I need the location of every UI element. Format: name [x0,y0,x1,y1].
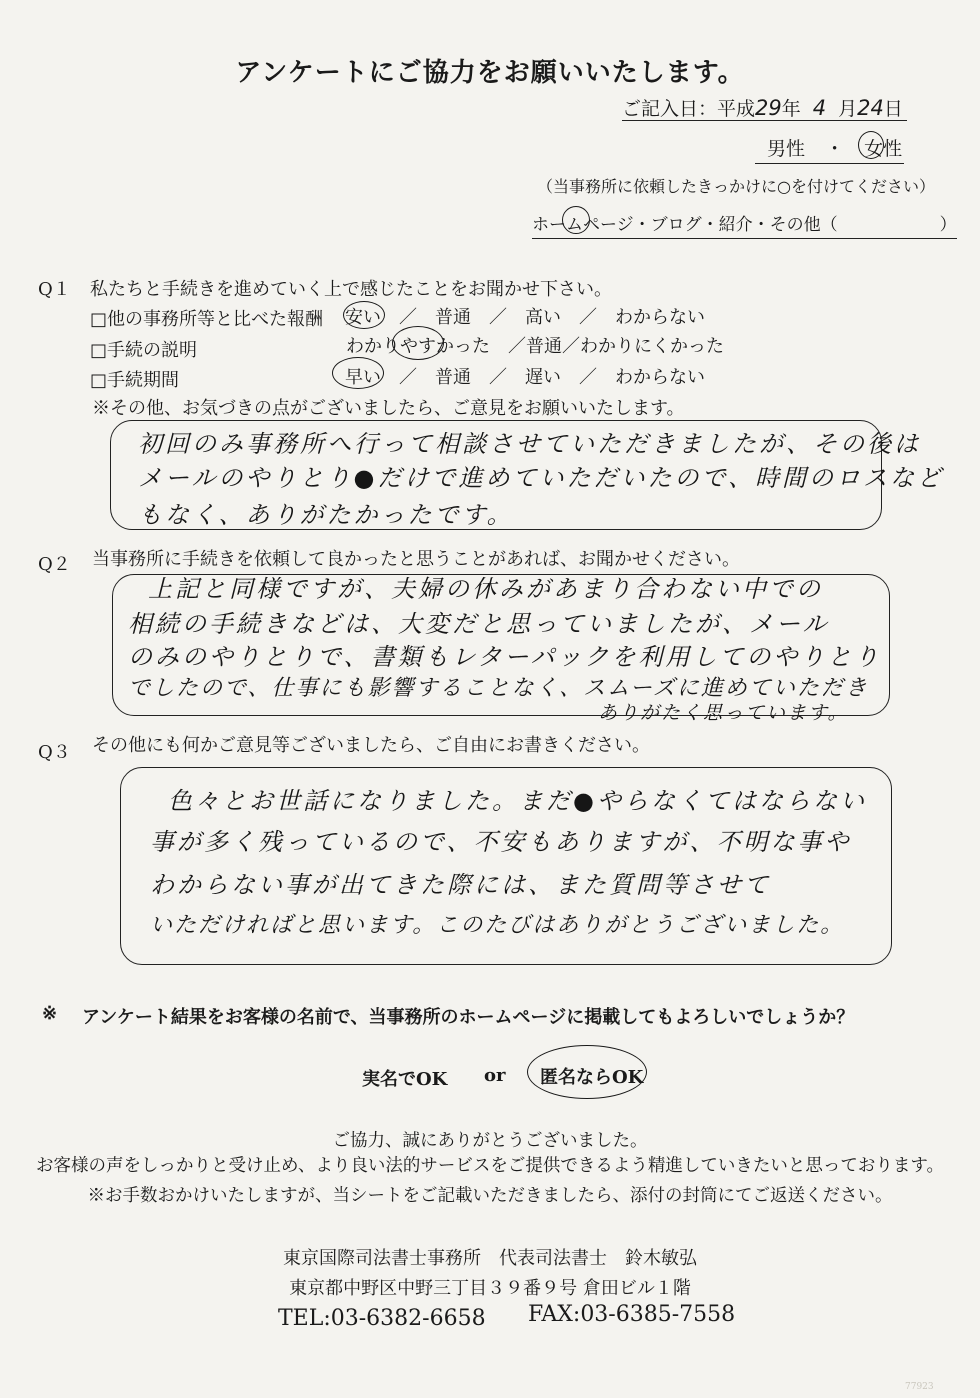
q2-answer-line-5: ありがたく思っています。 [598,702,849,724]
q3-question: その他にも何かご意見等ございましたら、ご自由にお書きください。 [92,735,650,756]
date-day: 24 [857,96,884,120]
office-address: 東京都中野区中野三丁目３９番９号 倉田ビル１階 [289,1278,691,1299]
q1-fee-options: 安い ／ 普通 ／ 高い ／ わからない [345,307,705,328]
footer-thanks: ご協力、誠にありがとうございました。 [332,1131,648,1151]
gender-male: 男性 [767,138,806,160]
q1-period-circle [332,357,384,389]
office-fax: FAX:03-6385-7558 [528,1302,736,1327]
corner-mark: 77923 [905,1382,934,1392]
q1-explain-options: わかりやすかった ／普通／わかりにくかった [346,336,724,357]
q2-question: 当事務所に手続きを依頼して良かったと思うことがあれば、お聞かせください。 [92,549,740,570]
q3-answer-line-2: 事が多く残っているので、不安もありますが、不明な事や [150,828,852,856]
office-tel: TEL:03-6382-6658 [278,1306,486,1331]
q3-answer-line-3: わからない事が出てきた際には、また質問等させて [150,871,771,899]
office-name: 東京国際司法書士事務所 代表司法書士 鈴木敏弘 [283,1248,697,1269]
q3-label: Q３ [38,742,71,763]
q3-answer-line-4: いただければと思います。このたびはありがとうございました。 [150,913,845,938]
q2-answer-line-2: 相続の手続きなどは、大変だと思っていましたが、メール [128,610,830,638]
footer-line-2: お客様の声をしっかりと受け止め、より良い法的サービスをご提供できるよう精進していきたいと思っております。 [36,1156,944,1176]
q1-fee-label: □他の事務所等と比べた報酬 [90,309,324,330]
footer-line-3: ※お手数おかけいたしますが、当シートをご記載いただきましたら、添付の封筒にてご返送ください。 [87,1186,893,1206]
consent-option-real: 実名でOK [362,1069,448,1090]
gender-female: 女性 [864,138,903,160]
entry-date [622,94,903,121]
date-label: ご記入日：平成 [622,98,756,120]
q2-label: Q２ [38,554,71,575]
q2-answer-line-3: のみのやりとりで、書類もレターパックを利用してのやりとり [128,643,882,671]
gender-separator: ・ [825,138,845,160]
date-year: 29 [755,96,782,120]
date-underline [622,120,907,121]
q1-period-options: 早い ／ 普通 ／ 遅い ／ わからない [345,367,705,388]
date-month-unit: 月 [838,98,858,120]
q1-fee-circle [343,301,385,329]
trigger-options: ホームページ・ブログ・紹介・その他（ ） [532,210,957,239]
date-day-unit: 日 [883,98,903,120]
trigger-homepage-mark [562,206,590,234]
consent-or: or [484,1065,506,1086]
consent-mark: ※ [42,1003,58,1024]
q1-answer-line-1: 初回のみ事務所へ行って相談させていただきましたが、その後は [138,430,921,458]
consent-question: アンケート結果をお客様の名前で、当事務所のホームページに掲載してもよろしいでしょうか？ [82,1007,855,1028]
consent-anon-circle [527,1045,647,1099]
q1-explain-circle [392,326,444,360]
q1-question: 私たちと手続きを進めていく上で感じたことをお聞かせ下さい。 [90,279,612,300]
page-title: アンケートにご協力をお願いいたします。 [235,58,745,88]
q1-period-label: □手続期間 [90,370,180,391]
date-month: 4 [812,96,827,120]
date-year-unit: 年 [781,98,801,120]
q2-answer-line-1: 上記と同様ですが、夫婦の休みがあまり合わない中での [148,575,823,603]
q3-answer-line-1: 色々とお世話になりました。まだ●やらなくてはならない [168,787,867,815]
q1-explain-label: □手続の説明 [90,340,198,361]
q1-label: Q１ [38,279,71,300]
q1-answer-line-2: メールのやりとり●だけで進めていただいたので、時間のロスなど [138,464,944,492]
trigger-note: （当事務所に依頼したきっかけに○を付けてください） [537,177,935,196]
q1-answer-line-3: もなく、ありがたかったです。 [138,501,514,529]
q1-note: ※その他、お気づきの点がございましたら、ご意見をお願いいたします。 [92,398,685,419]
gender-female-circle [858,131,884,159]
consent-option-anon: 匿名ならOK [540,1067,644,1088]
q2-answer-line-4: でしたので、仕事にも影響することなく、スムーズに進めていただき [128,676,869,701]
